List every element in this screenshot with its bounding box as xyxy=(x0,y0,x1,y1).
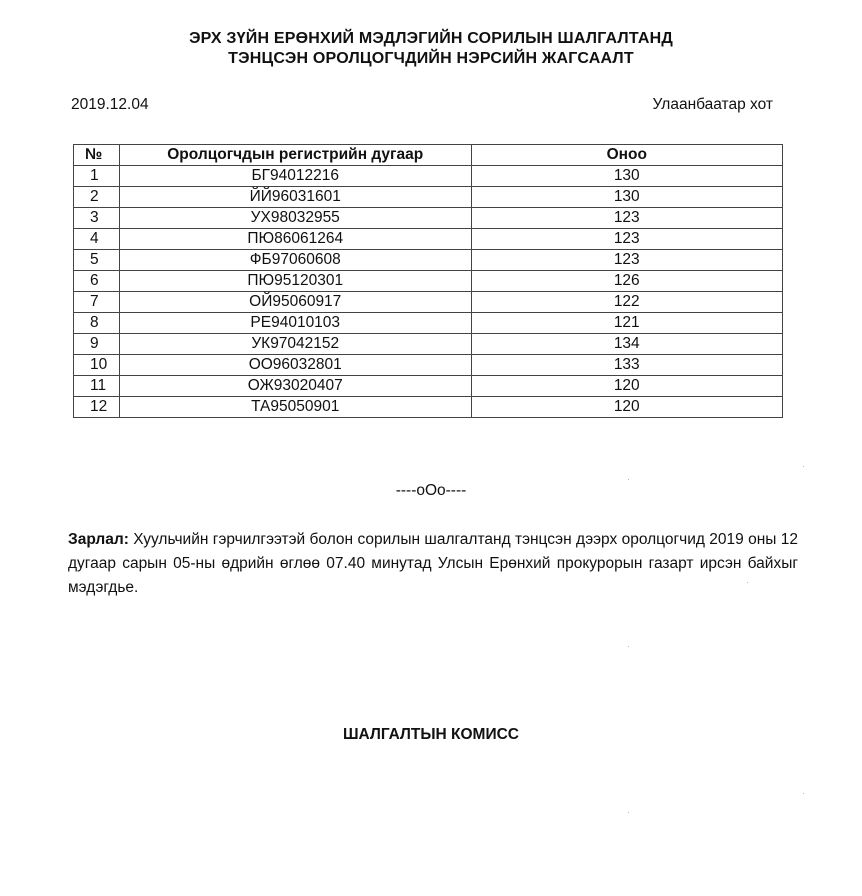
table-row xyxy=(74,208,783,229)
score: 134 xyxy=(471,334,783,355)
registration-number: ОЙ95060917 xyxy=(119,292,471,313)
score: 120 xyxy=(471,376,783,397)
score: 126 xyxy=(471,271,783,292)
document-date: 2019.12.04 xyxy=(71,96,149,113)
table-row xyxy=(74,250,783,271)
section-separator: ----oOo---- xyxy=(395,482,467,499)
notice-label: Зарлал: xyxy=(68,531,129,548)
scan-speck xyxy=(803,793,804,794)
table-row xyxy=(74,187,783,208)
results-table xyxy=(73,144,783,418)
registration-number: БГ94012216 xyxy=(119,166,471,187)
registration-number: ТА95050901 xyxy=(119,397,471,418)
table-row xyxy=(74,229,783,250)
registration-number: ЙЙ96031601 xyxy=(119,187,471,208)
document-city: Улаанбаатар хот xyxy=(652,96,773,113)
table-row xyxy=(74,166,783,187)
registration-number: РЕ94010103 xyxy=(119,313,471,334)
table-row xyxy=(74,397,783,418)
document-title-line-1: ЭРХ ЗҮЙН ЕРӨНХИЙ МЭДЛЭГИЙН СОРИЛЫН ШАЛГАЛТАНД xyxy=(189,30,673,47)
row-number: 7 xyxy=(74,292,120,313)
row-number: 5 xyxy=(74,250,120,271)
score: 120 xyxy=(471,397,783,418)
score: 123 xyxy=(471,250,783,271)
row-number: 11 xyxy=(74,376,120,397)
registration-number: ОЖ93020407 xyxy=(119,376,471,397)
document-title-line-2: ТЭНЦСЭН ОРОЛЦОГЧДИЙН НЭРСИЙН ЖАГСААЛТ xyxy=(228,50,634,67)
row-number: 9 xyxy=(74,334,120,355)
header-score: Оноо xyxy=(471,145,783,166)
header-number: № xyxy=(74,145,120,166)
table-row xyxy=(74,376,783,397)
table-row xyxy=(74,292,783,313)
registration-number: ПЮ95120301 xyxy=(119,271,471,292)
score: 130 xyxy=(471,187,783,208)
row-number: 6 xyxy=(74,271,120,292)
score: 130 xyxy=(471,166,783,187)
scan-speck xyxy=(747,582,748,583)
notice-paragraph xyxy=(68,528,798,600)
scan-speck xyxy=(803,466,804,467)
registration-number: ОО96032801 xyxy=(119,355,471,376)
score: 123 xyxy=(471,229,783,250)
table-header-row xyxy=(74,145,783,166)
score: 123 xyxy=(471,208,783,229)
scan-speck xyxy=(628,646,629,647)
scan-speck xyxy=(628,812,629,813)
row-number: 8 xyxy=(74,313,120,334)
row-number: 10 xyxy=(74,355,120,376)
row-number: 1 xyxy=(74,166,120,187)
notice-text: Хуульчийн гэрчилгээтэй болон сорилын шалгалтанд тэнцсэн дээрх оролцогчид 2019 оны 12 дугаар сарын 05-ны өдрийн өглөө 07.40 минутад Улсын Ерөнхий прокурорын газарт ирсэн байхыг мэдэгдье. xyxy=(68,531,798,596)
score: 121 xyxy=(471,313,783,334)
table-row xyxy=(74,355,783,376)
row-number: 12 xyxy=(74,397,120,418)
row-number: 4 xyxy=(74,229,120,250)
registration-number: ФБ97060608 xyxy=(119,250,471,271)
score: 133 xyxy=(471,355,783,376)
scan-speck xyxy=(628,479,629,480)
table-row xyxy=(74,313,783,334)
row-number: 3 xyxy=(74,208,120,229)
table-row xyxy=(74,334,783,355)
registration-number: УХ98032955 xyxy=(119,208,471,229)
registration-number: ПЮ86061264 xyxy=(119,229,471,250)
score: 122 xyxy=(471,292,783,313)
header-registration: Оролцогчдын регистрийн дугаар xyxy=(119,145,471,166)
commission-signature: ШАЛГАЛТЫН КОМИСС xyxy=(342,726,519,743)
table-row xyxy=(74,271,783,292)
row-number: 2 xyxy=(74,187,120,208)
registration-number: УК97042152 xyxy=(119,334,471,355)
